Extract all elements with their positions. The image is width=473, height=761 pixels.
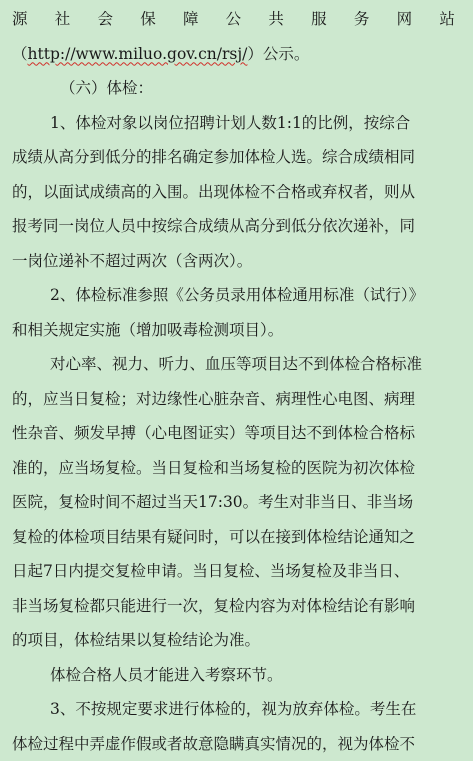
paragraph-2-line-1: 2、体检标准参照《公务员录用体检通用标准（试行）》 <box>12 278 461 313</box>
website-link[interactable]: http://www.miluo.gov.cn/rsj/ <box>28 45 248 63</box>
paragraph-2-line-2: 和相关规定实施（增加吸毒检测项目）。 <box>12 313 461 348</box>
paragraph-5-line-2: 体检过程中弄虚作假或者故意隐瞒真实情况的，视为体检不 <box>12 727 461 761</box>
paragraph-3-line-5: 医院，复检时间不超过当天17:30。考生对非当日、非当场 <box>12 485 461 520</box>
paragraph-3-line-3: 性杂音、频发早搏（心电图证实）等项目达不到体检合格标 <box>12 416 461 451</box>
text-char: 公 <box>226 2 242 37</box>
open-paren: （ <box>12 45 28 63</box>
paragraph-1-line-3: 的，以面试成绩高的入围。出现体检不合格或弃权者，则从 <box>12 175 461 210</box>
paragraph-1-line-4: 报考同一岗位人员中按综合成绩从高分到低分依次递补，同 <box>12 209 461 244</box>
text-char: 网 <box>397 2 413 37</box>
paragraph-3-line-4: 准的，应当场复检。当日复检和当场复检的医院为初次体检 <box>12 451 461 486</box>
text-char: 务 <box>354 2 370 37</box>
text-char: 保 <box>140 2 156 37</box>
text-char: 障 <box>183 2 199 37</box>
paragraph-1-line-5: 一岗位递补不超过两次（含两次）。 <box>12 244 461 279</box>
text-char: 社 <box>55 2 71 37</box>
paragraph-4-line-1: 体检合格人员才能进入考察环节。 <box>12 658 461 693</box>
text-char: 共 <box>268 2 284 37</box>
text-line-1 <box>12 2 461 37</box>
paragraph-3-line-1: 对心率、视力、听力、血压等项目达不到体检合格标准 <box>12 347 461 382</box>
close-paren-text: ）公示。 <box>247 45 309 63</box>
paragraph-3-line-7: 日起7日内提交复检申请。当日复检、当场复检及非当日、 <box>12 554 461 589</box>
text-line-2 <box>12 37 461 72</box>
paragraph-3-line-9: 的项目，体检结果以复检结论为准。 <box>12 623 461 658</box>
text-char: 服 <box>311 2 327 37</box>
paragraph-1-line-1: 1、体检对象以岗位招聘计划人数1:1的比例，按综合 <box>12 106 461 141</box>
paragraph-5-line-1: 3、不按规定要求进行体检的，视为放弃体检。考生在 <box>12 692 461 727</box>
section-heading-physical-exam: （六）体检： <box>12 71 461 106</box>
paragraph-3-line-2: 的，应当日复检；对边缘性心脏杂音、病理性心电图、病理 <box>12 382 461 417</box>
text-char: 会 <box>97 2 113 37</box>
paragraph-3-line-6: 复检的体检项目结果有疑问时，可以在接到体检结论通知之 <box>12 520 461 555</box>
text-char: 源 <box>12 2 28 37</box>
paragraph-1-line-2: 成绩从高分到低分的排名确定参加体检人选。综合成绩相同 <box>12 140 461 175</box>
paragraph-3-line-8: 非当场复检都只能进行一次，复检内容为对体检结论有影响 <box>12 589 461 624</box>
text-char: 站 <box>439 2 455 37</box>
